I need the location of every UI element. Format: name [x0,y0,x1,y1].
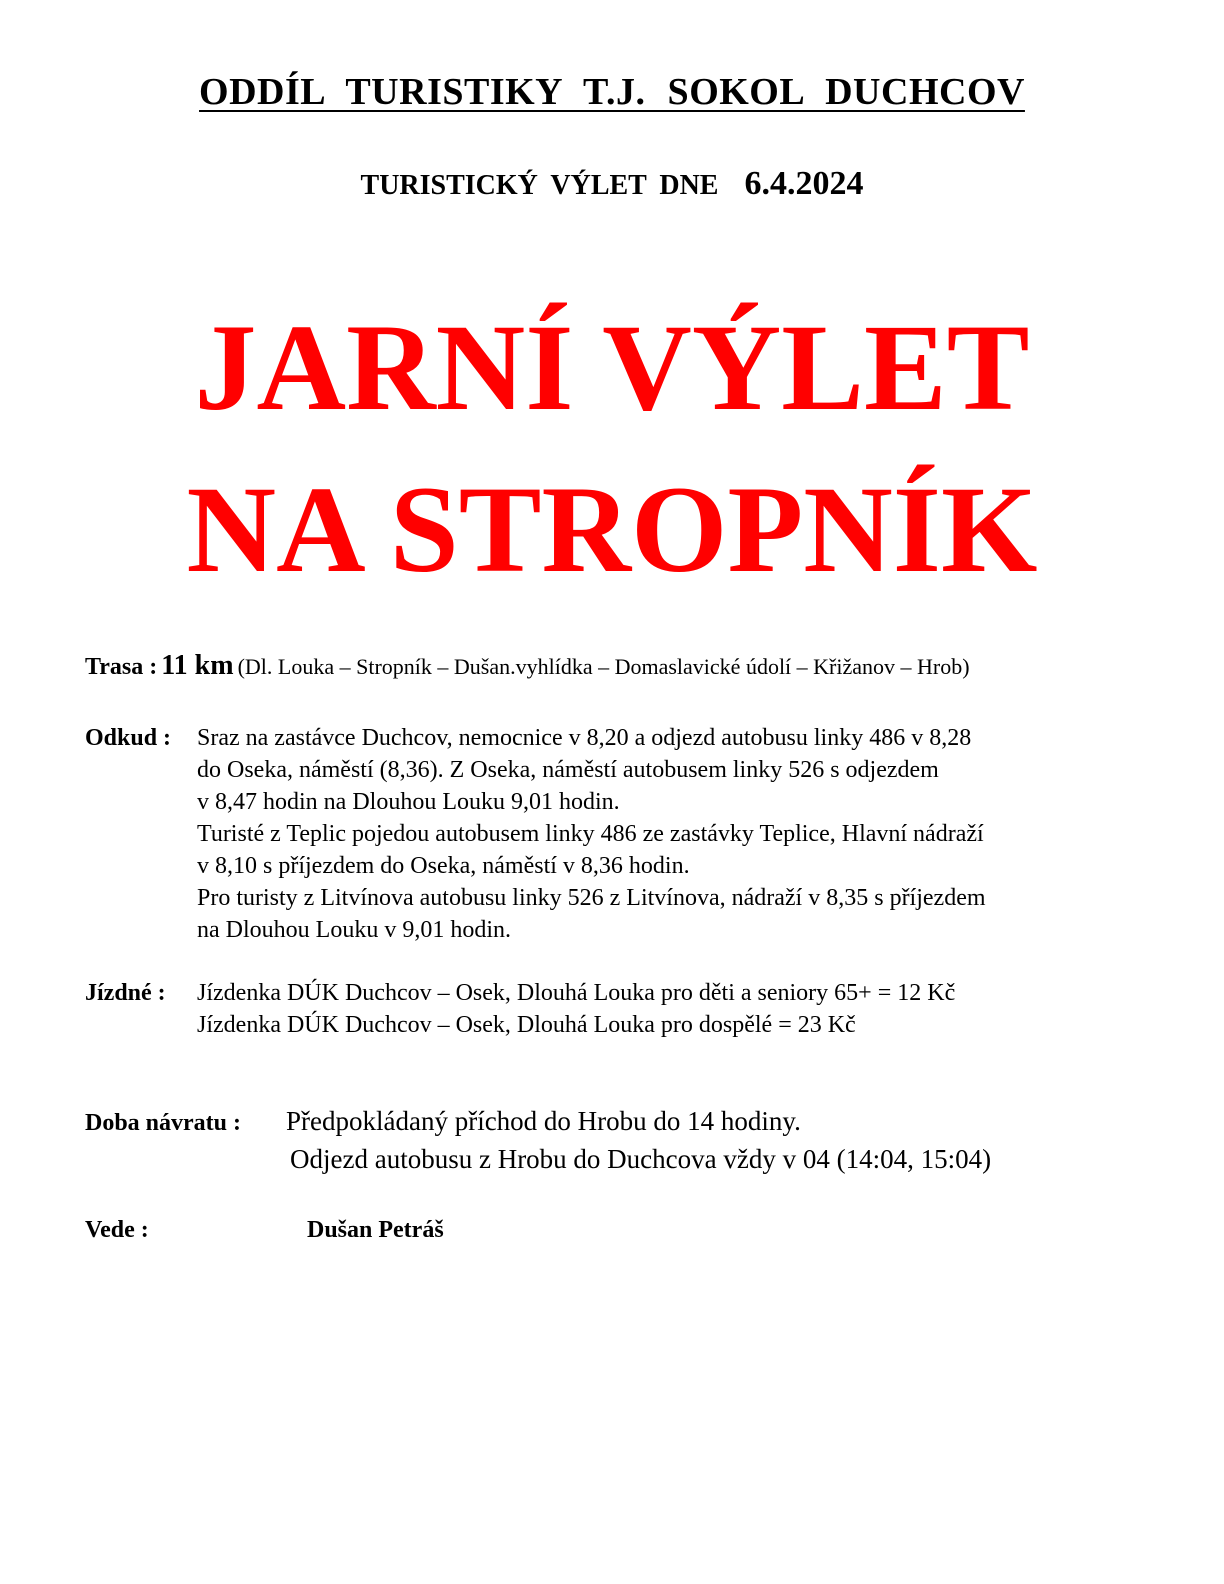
departure-line: do Oseka, náměstí (8,36). Z Oseka, náměstí autobusem linky 526 s odjezdem [197,757,939,783]
trip-date: 6.4.2024 [744,165,864,202]
departure-line: v 8,10 s příjezdem do Oseka, náměstí v 8,36 hodin. [197,853,690,879]
departure-line: v 8,47 hodin na Dlouhou Louku 9,01 hodin. [197,789,620,815]
club-title-text: ODDÍL TURISTIKY T.J. SOKOL DUCHCOV [199,71,1025,113]
departure-line: Turisté z Teplic pojedou autobusem linky 486 ze zastávky Teplice, Hlavní nádraží [197,821,984,847]
fare-line-adults: Jízdenka DÚK Duchcov – Osek, Dlouhá Louka pro dospělé = 23 Kč [197,1012,856,1038]
headline-line-2: NA STROPNÍK [186,461,1038,598]
return-line-arrival: Předpokládaný příchod do Hrobu do 14 hodiny. [286,1106,801,1136]
departure-label: Odkud : [85,725,172,751]
route-label: Trasa : [85,654,158,680]
departure-line: na Dlouhou Louku v 9,01 hodin. [197,917,511,943]
departure-line: Sraz na zastávce Duchcov, nemocnice v 8,20 a odjezd autobusu linky 486 v 8,28 [197,725,972,751]
route-distance: 11 km [161,650,234,681]
return-line-bus: Odjezd autobusu z Hrobu do Duchcova vždy v 04 (14:04, 15:04) [290,1144,992,1174]
club-title [0,70,1224,114]
leader-name: Dušan Petráš [307,1217,444,1243]
departure-line: Pro turisty z Litvínova autobusu linky 526 z Litvínova, nádraží v 8,35 s příjezdem [197,885,986,911]
subtitle-prefix: TURISTICKÝ VÝLET DNE [360,170,719,201]
headline-line-1: JARNÍ VÝLET [194,299,1030,436]
route-row [85,650,970,682]
fare-line-children-seniors: Jízdenka DÚK Duchcov – Osek, Dlouhá Louka pro děti a seniory 65+ = 12 Kč [197,980,956,1006]
fare-label: Jízdné : [85,980,166,1006]
return-label: Doba návratu : [85,1110,242,1136]
route-detail: (Dl. Louka – Stropník – Dušan.vyhlídka – Domaslavické údolí – Křižanov – Hrob) [237,654,970,679]
leader-label: Vede : [85,1217,149,1243]
trip-subtitle [0,165,1224,203]
